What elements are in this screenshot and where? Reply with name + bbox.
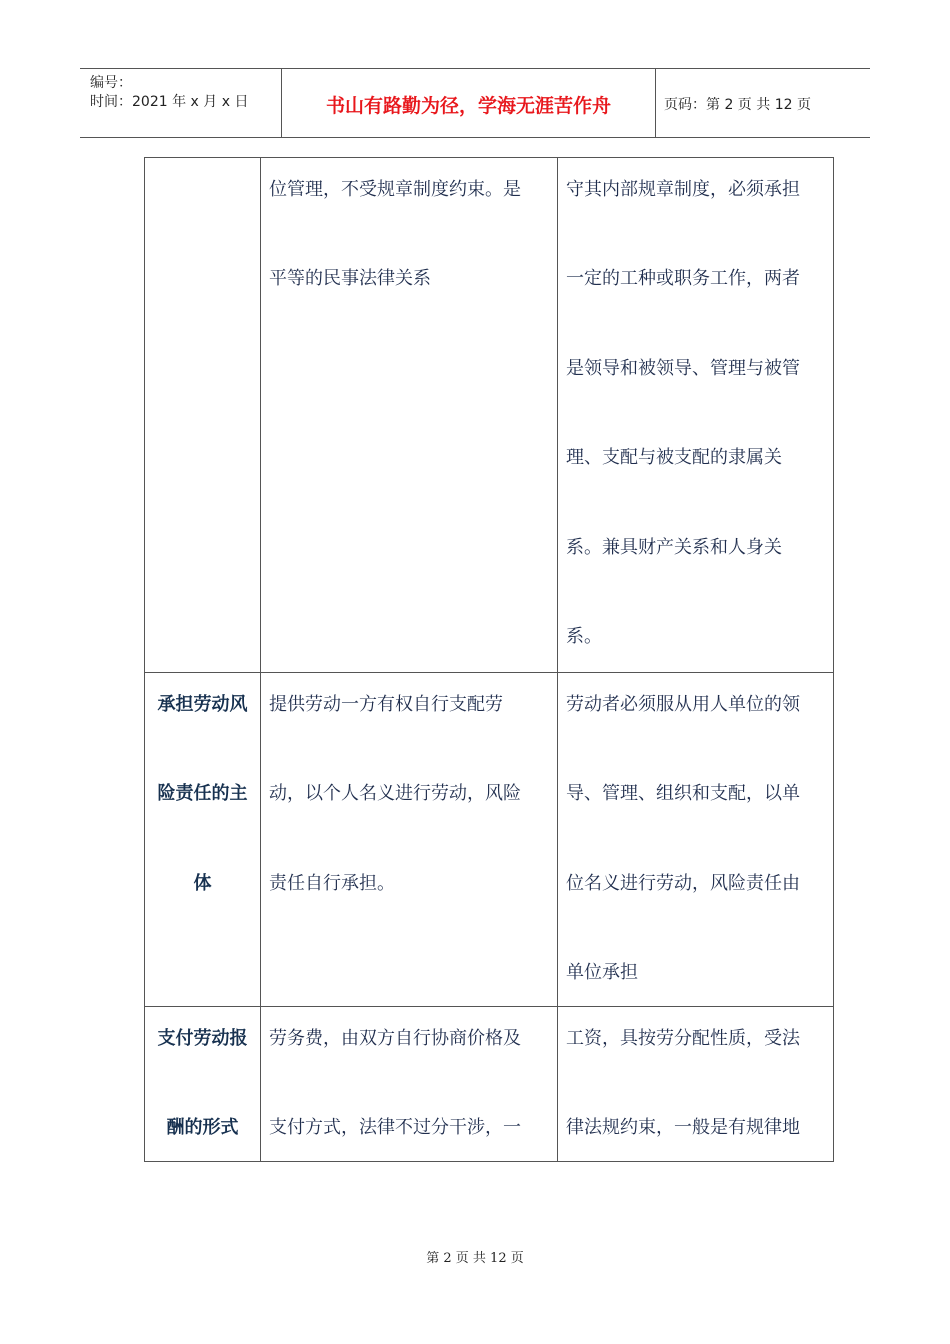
motto-text: 书山有路勤为径，学海无涯苦作舟 — [325, 95, 611, 117]
labor-service-cell — [261, 1007, 558, 1162]
page-label: 页码：第 2 页 共 12 页 — [664, 97, 811, 113]
document-header — [80, 68, 870, 138]
labor-service-cell — [261, 673, 558, 1007]
cell-text-line: 工资，具按劳分配性质，受法 — [566, 1028, 800, 1049]
table-row — [145, 1006, 833, 1162]
cell-text-line: 劳务费，由双方自行协商价格及 — [269, 1028, 521, 1049]
cell-text-line: 位管理，不受规章制度约束。是 — [269, 179, 521, 200]
labor-relation-cell — [558, 158, 833, 672]
cell-text-line: 动，以个人名义进行劳动，风险 — [269, 783, 521, 804]
comparison-table — [144, 157, 834, 1162]
row-header-line: 体 — [193, 873, 212, 894]
cell-text-line: 理、支配与被支配的隶属关 — [566, 447, 782, 468]
page-footer: 第 2 页 共 12 页 — [426, 1251, 524, 1266]
labor-relation-cell — [558, 673, 833, 1007]
row-header-line: 险责任的主 — [157, 783, 248, 804]
cell-text-line: 单位承担 — [566, 962, 638, 983]
cell-text-line: 劳动者必须服从用人单位的领 — [566, 694, 800, 715]
cell-text-line: 位名义进行劳动，风险责任由 — [566, 873, 800, 894]
row-header-line: 支付劳动报 — [157, 1028, 248, 1049]
cell-text-line: 平等的民事法律关系 — [269, 268, 431, 289]
row-header-line: 酬的形式 — [166, 1117, 239, 1138]
row-header-line: 承担劳动风 — [157, 694, 248, 715]
header-meta-cell — [80, 69, 282, 137]
cell-text-line: 系。 — [566, 626, 602, 647]
row-header-cell — [145, 673, 261, 1007]
cell-text-line: 责任自行承担。 — [269, 873, 395, 894]
cell-text-line: 系。兼具财产关系和人身关 — [566, 537, 782, 558]
labor-service-cell — [261, 158, 558, 672]
cell-text-line: 支付方式，法律不过分干涉，一 — [269, 1117, 521, 1138]
cell-text-line: 一定的工种或职务工作，两者 — [566, 268, 800, 289]
number-label: 编号： — [90, 75, 132, 91]
header-page-cell — [656, 69, 870, 137]
cell-text-line: 是领导和被领导、管理与被管 — [566, 358, 800, 379]
table-row — [145, 672, 833, 1007]
cell-text-line: 律法规约束，一般是有规律地 — [566, 1117, 800, 1138]
time-label: 时间：2021 年 x 月 x 日 — [90, 94, 249, 110]
table-row — [145, 158, 833, 672]
header-motto-cell — [282, 69, 656, 137]
labor-relation-cell — [558, 1007, 833, 1162]
cell-text-line: 守其内部规章制度，必须承担 — [566, 179, 800, 200]
cell-text-line: 提供劳动一方有权自行支配劳 — [269, 694, 503, 715]
cell-text-line: 导、管理、组织和支配，以单 — [566, 783, 800, 804]
row-header-cell — [145, 1007, 261, 1162]
row-header-cell — [145, 158, 261, 672]
